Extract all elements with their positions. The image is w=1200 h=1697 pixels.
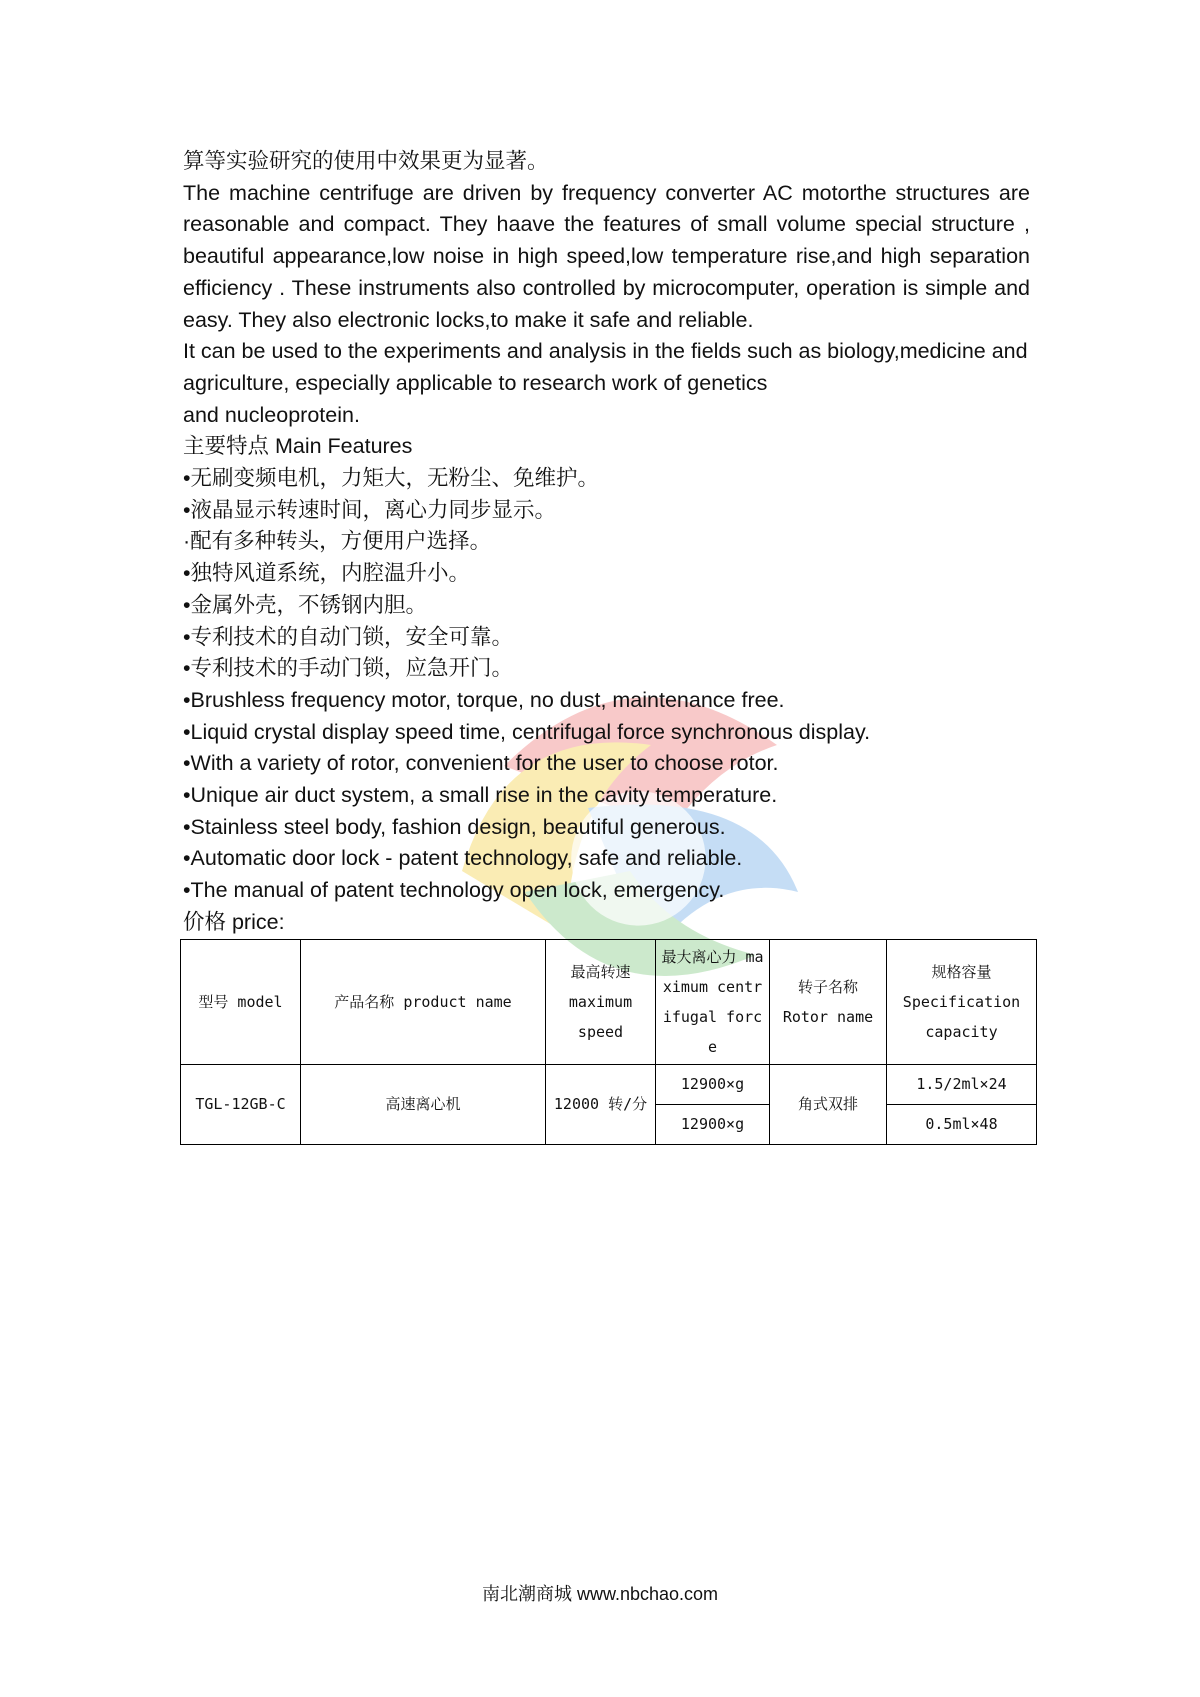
- features-list: [183, 463, 1030, 907]
- description-paragraph: The machine centrifuge are driven by frequency converter AC motorthe structures are reasonable and compact. They haave the features of small volume special structure , beautiful appearance,low noise in high speed,low temperature rise,and high separation efficiency . These instruments also controlled by microcomputer, operation is simple and easy. They also electronic locks,to make it safe and reliable.: [183, 180, 1030, 332]
- feature-item: •专利技术的手动门锁，应急开门。: [183, 656, 514, 681]
- table-header-row: [181, 939, 1037, 1064]
- feature-item: •专利技术的自动门锁，安全可靠。: [183, 624, 514, 649]
- cell-rotor: 角式双排: [770, 1064, 887, 1144]
- intro-cn: 算等实验研究的使用中效果更为显著。: [183, 149, 549, 173]
- feature-item: •Unique air duct system, a small rise in the cavity temperature.: [183, 783, 778, 808]
- cell-max-force: 12900×g: [656, 1064, 770, 1104]
- application-text: It can be used to the experiments and analysis in the fields such as biology,medicine and agriculture, especially applicable to research work of genetics: [183, 339, 1028, 395]
- cell-capacity: 0.5ml×48: [887, 1104, 1037, 1144]
- cell-capacity: 1.5/2ml×24: [887, 1064, 1037, 1104]
- features-heading: 主要特点 Main Features: [183, 434, 413, 459]
- price-table: [180, 939, 1037, 1145]
- header-model: 型号 model: [181, 939, 301, 1064]
- table-row: [181, 1064, 1037, 1104]
- feature-item: •The manual of patent technology open lock, emergency.: [183, 878, 725, 903]
- cell-model: TGL-12GB-C: [181, 1064, 301, 1144]
- feature-item: •金属外壳，不锈钢内胆。: [183, 592, 428, 617]
- feature-item: •Automatic door lock - patent technology, safe and reliable.: [183, 846, 743, 871]
- feature-item: •无刷变频电机，力矩大，无粉尘、免维护。: [183, 466, 600, 491]
- price-heading: 价格 price:: [183, 909, 285, 934]
- cell-max-force: 12900×g: [656, 1104, 770, 1144]
- feature-item: •独特风道系统，内腔温升小。: [183, 561, 471, 586]
- header-product-name: 产品名称 product name: [301, 939, 546, 1064]
- header-max-speed: 最高转速 maximum speed: [546, 939, 656, 1064]
- cell-product-name: 高速离心机: [301, 1064, 546, 1144]
- header-capacity: 规格容量 Specification capacity: [887, 939, 1037, 1064]
- footer: 南北潮商城 www.nbchao.com: [481, 1584, 719, 1604]
- header-rotor-name: 转子名称 Rotor name: [770, 939, 887, 1064]
- feature-item: •Liquid crystal display speed time, centrifugal force synchronous display.: [183, 719, 871, 744]
- header-max-force: 最大离心力 maximum centrifugal force: [656, 939, 770, 1064]
- cell-max-speed: 12000 转/分: [546, 1064, 656, 1144]
- document-body: [183, 146, 1030, 1145]
- feature-item: ·配有多种转头，方便用户选择。: [183, 529, 492, 554]
- feature-item: •With a variety of rotor, convenient for the user to choose rotor.: [183, 751, 779, 776]
- feature-item: •Stainless steel body, fashion design, beautiful generous.: [183, 814, 726, 839]
- feature-item: •Brushless frequency motor, torque, no dust, maintenance free.: [183, 687, 785, 712]
- application-paragraph: [183, 336, 1030, 399]
- feature-item: •液晶显示转速时间，离心力同步显示。: [183, 497, 557, 522]
- application-paragraph-end: and nucleoprotein.: [183, 402, 360, 427]
